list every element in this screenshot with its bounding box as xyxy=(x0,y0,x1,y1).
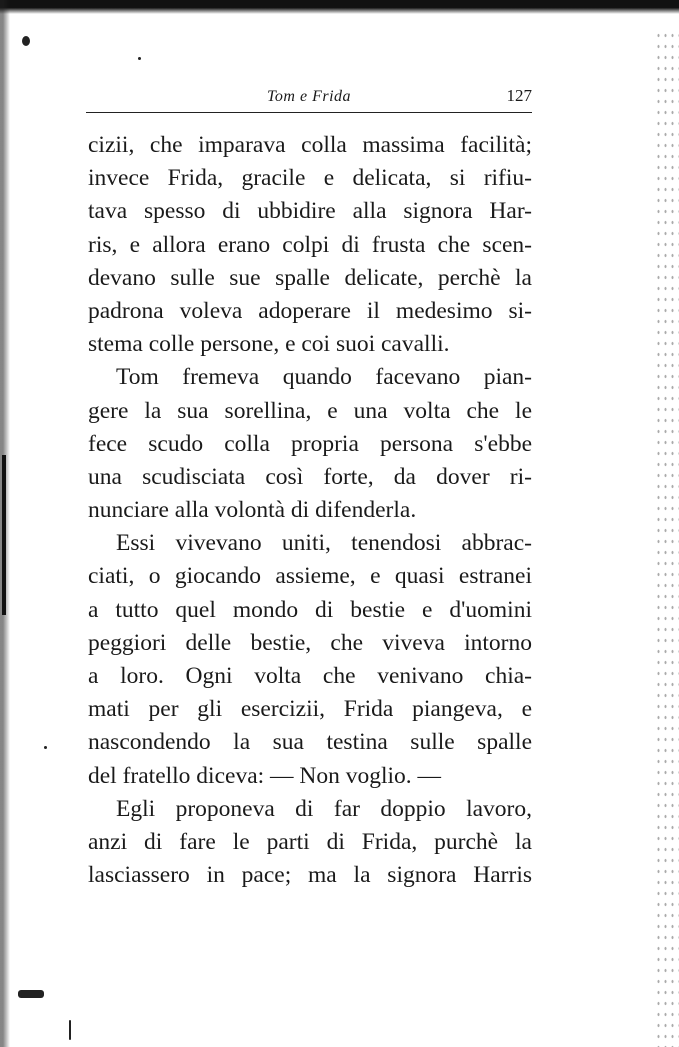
scan-speck xyxy=(138,57,141,60)
body-text xyxy=(88,129,532,892)
scan-speck xyxy=(44,746,47,749)
running-title: Tom e Frida xyxy=(266,88,352,105)
text-line: ciati, o giocando assieme, e quasi estranei xyxy=(88,563,532,590)
scan-speck xyxy=(18,990,44,998)
text-line: gere la sua sorellina, e una volta che le xyxy=(88,397,532,424)
page-number: 127 xyxy=(506,86,532,105)
text-line: una scudisciata così forte, da dover ri- xyxy=(88,463,532,490)
scan-top-edge xyxy=(0,0,679,14)
text-line: invece Frida, gracile e delicata, si rifiu- xyxy=(88,165,532,192)
scan-left-mark xyxy=(2,455,6,615)
scan-right-edge-noise xyxy=(655,30,679,1047)
text-line: peggiori delle bestie, che viveva intorno xyxy=(88,629,532,656)
scan-speck xyxy=(69,1020,71,1040)
text-line: del fratello diceva: — Non voglio. — xyxy=(88,762,442,789)
text-line: cizii, che imparava colla massima facilità; xyxy=(88,132,532,158)
text-line: tava spesso di ubbidire alla signora Har- xyxy=(88,198,532,225)
text-line: devano sulle sue spalle delicate, perchè la xyxy=(88,264,532,291)
text-line: anzi di fare le parti di Frida, purchè la xyxy=(88,828,532,855)
text-line: stema colle persone, e coi suoi cavalli. xyxy=(88,331,450,358)
text-line: mati per gli esercizii, Frida piangeva, e xyxy=(88,696,532,723)
text-line: a tutto quel mondo di bestie e d'uomini xyxy=(88,596,532,623)
text-line: Essi vivevano uniti, tenendosi abbrac- xyxy=(116,530,532,557)
text-line: nunciare alla volontà di difenderla. xyxy=(88,497,417,524)
text-line: lasciassero in pace; ma la signora Harris xyxy=(88,862,532,889)
text-line: nascondendo la sua testina sulle spalle xyxy=(88,729,532,756)
text-line: Tom fremeva quando facevano pian- xyxy=(116,364,532,391)
text-line: Egli proponeva di far doppio lavoro, xyxy=(116,795,532,822)
scan-speck xyxy=(22,36,30,46)
running-head xyxy=(86,84,532,113)
text-line: a loro. Ogni volta che venivano chia- xyxy=(88,663,532,689)
text-line: padrona voleva adoperare il medesimo si- xyxy=(88,297,532,324)
text-line: ris, e allora erano colpi di frusta che scen- xyxy=(88,231,532,258)
text-line: fece scudo colla propria persona s'ebbe xyxy=(88,430,532,457)
